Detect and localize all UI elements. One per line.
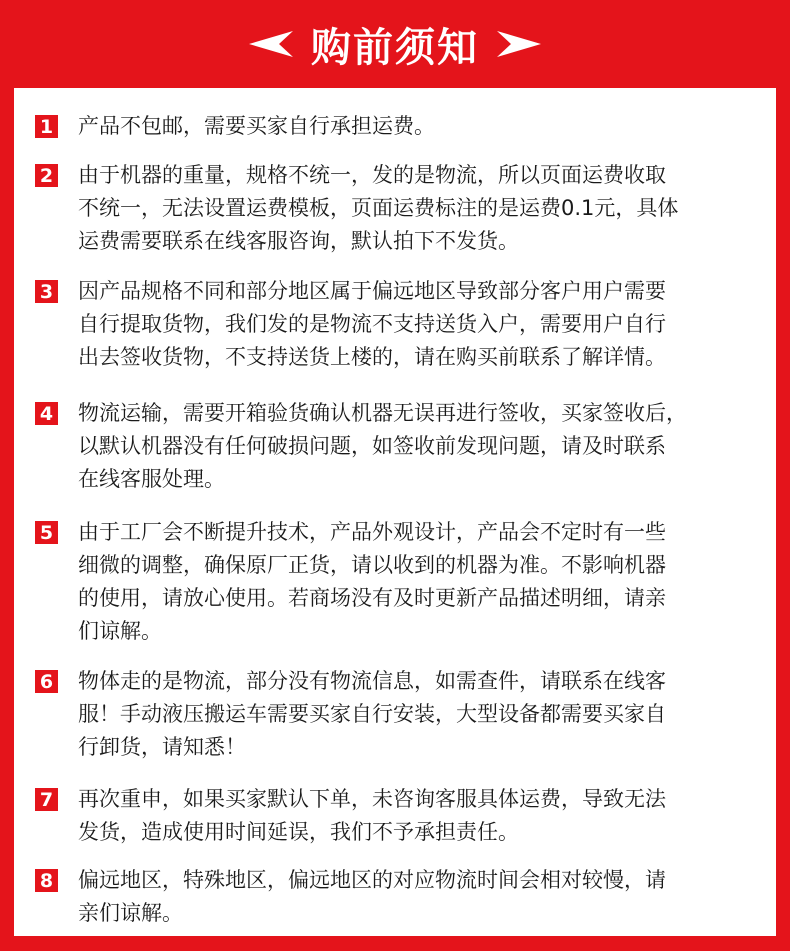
right-arrow-icon xyxy=(497,29,541,59)
notice-line: 产品不包邮，需要买家自行承担运费。 xyxy=(78,114,435,138)
notice-number-badge: 6 xyxy=(35,670,58,693)
notice-line: 细微的调整，确保原厂正货，请以收到的机器为准。不影响机器 xyxy=(78,553,666,577)
left-arrow-icon xyxy=(249,29,293,59)
notice-line: 行卸货，请知悉！ xyxy=(78,735,246,759)
header xyxy=(0,0,790,88)
notice-line: 以默认机器没有任何破损问题，如签收前发现问题，请及时联系 xyxy=(78,434,666,458)
notice-number-badge: 8 xyxy=(35,869,58,892)
notice-line: 发货，造成使用时间延误，我们不予承担责任。 xyxy=(78,820,519,844)
notice-line: 物流运输，需要开箱验货确认机器无误再进行签收，买家签收后， xyxy=(78,401,687,425)
notice-line: 不统一，无法设置运费模板，页面运费标注的是运费0.1元，具体 xyxy=(78,196,679,220)
notice-line: 物体走的是物流，部分没有物流信息，如需查件，请联系在线客 xyxy=(78,669,666,693)
notice-line: 们谅解。 xyxy=(78,619,162,643)
notice-panel xyxy=(14,88,776,936)
notice-number-badge: 4 xyxy=(35,402,58,425)
page-title: 购前须知 xyxy=(311,24,479,71)
notice-line: 出去签收货物，不支持送货上楼的，请在购买前联系了解详情。 xyxy=(78,345,666,369)
notice-number-badge: 7 xyxy=(35,788,58,811)
notice-line: 偏远地区，特殊地区，偏远地区的对应物流时间会相对较慢，请 xyxy=(78,868,666,892)
notice-line: 在线客服处理。 xyxy=(78,467,225,491)
notice-line: 由于机器的重量，规格不统一，发的是物流，所以页面运费收取 xyxy=(78,163,666,187)
notice-line: 运费需要联系在线客服咨询，默认拍下不发货。 xyxy=(78,229,519,253)
notice-number-badge: 1 xyxy=(35,115,58,138)
notice-line: 服！手动液压搬运车需要买家自行安装，大型设备都需要买家自 xyxy=(78,702,666,726)
notice-number-badge: 5 xyxy=(35,521,58,544)
notice-line: 因产品规格不同和部分地区属于偏远地区导致部分客户用户需要 xyxy=(78,279,666,303)
notice-line: 再次重申，如果买家默认下单，未咨询客服具体运费，导致无法 xyxy=(78,787,666,811)
notice-line: 的使用，请放心使用。若商场没有及时更新产品描述明细，请亲 xyxy=(78,586,666,610)
notice-line: 由于工厂会不断提升技术，产品外观设计，产品会不定时有一些 xyxy=(78,520,666,544)
notice-line: 亲们谅解。 xyxy=(78,901,183,925)
notice-number-badge: 2 xyxy=(35,164,58,187)
title-wrap xyxy=(249,16,541,73)
notice-line: 自行提取货物，我们发的是物流不支持送货入户，需要用户自行 xyxy=(78,312,666,336)
notice-number-badge: 3 xyxy=(35,280,58,303)
